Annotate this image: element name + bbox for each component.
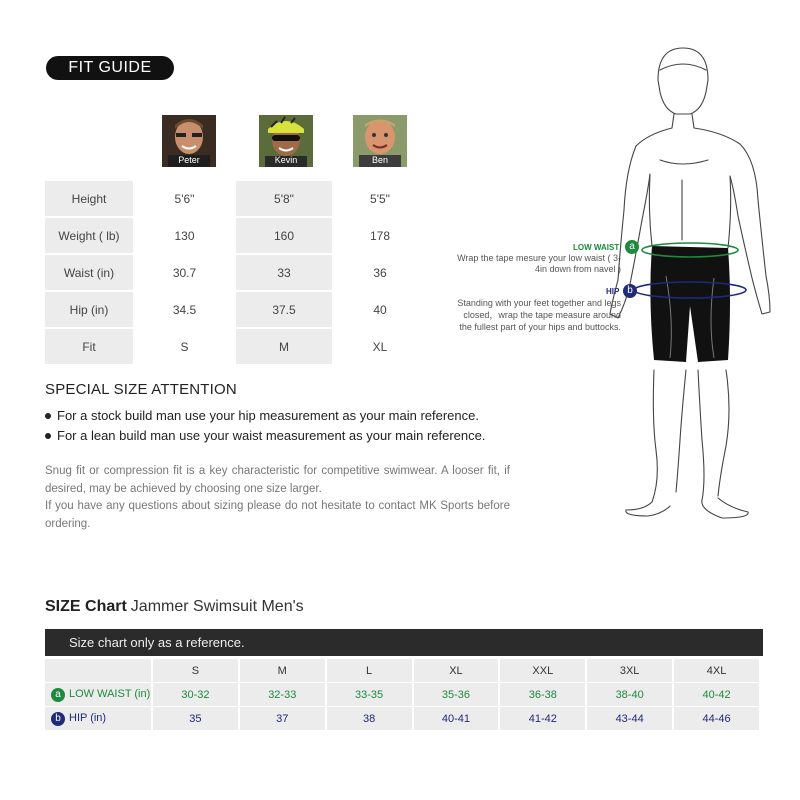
bullet-item (45, 408, 479, 423)
model-name: Ben (371, 155, 388, 165)
cell: 30-32 (153, 683, 238, 706)
special-size-heading: SPECIAL SIZE ATTENTION (45, 381, 237, 398)
low-waist-label: LOW WAIST (573, 243, 620, 252)
cell: 30.7 (133, 255, 236, 292)
table-row (45, 329, 428, 366)
model-name: Kevin (274, 155, 298, 165)
cell: 44-46 (674, 707, 759, 730)
cell: 38 (327, 707, 412, 730)
row-label: Waist (in) (45, 255, 133, 292)
row-label: Hip (in) (45, 292, 133, 329)
cell: 33-35 (327, 683, 412, 706)
table-row (45, 292, 428, 329)
cell: 36-38 (500, 683, 585, 706)
table-row (45, 683, 759, 706)
row-label: Fit (45, 329, 133, 366)
cell: XL (332, 329, 428, 366)
avatar-peter (162, 115, 216, 167)
cell: M (236, 329, 332, 366)
size-chart-title-bold: SIZE Chart (45, 598, 127, 615)
cell: 33 (236, 255, 332, 292)
table-header-row (45, 659, 759, 682)
fit-note-paragraph: Snug fit or compression fit is a key characteristic for competitive swimwear. A looser fit, if desired, may be achieved by choosing one size larger. (45, 465, 510, 495)
size-chart-header: Size chart only as a reference. (45, 629, 763, 656)
cell: 130 (133, 218, 236, 255)
cell: 5'5" (332, 181, 428, 218)
size-header-cell: S (153, 659, 238, 682)
row-label: Weight ( lb) (45, 218, 133, 255)
table-row (45, 255, 428, 292)
header-cell-empty (45, 659, 151, 682)
fit-guide-title: FIT GUIDE (46, 56, 174, 80)
bullet-dot-icon (45, 413, 51, 419)
row-label (45, 707, 151, 730)
size-chart-subtitle: Jammer Swimsuit Men's (130, 598, 304, 615)
size-chart-title (45, 598, 304, 616)
size-header-cell: XL (414, 659, 499, 682)
size-header-cell: 4XL (674, 659, 759, 682)
size-header-cell: L (327, 659, 412, 682)
hip-label: HIP (606, 287, 620, 296)
avatar-ben (353, 115, 407, 167)
size-chart-table (43, 658, 761, 731)
cell: S (133, 329, 236, 366)
cell: 5'8" (236, 181, 332, 218)
table-row (45, 181, 428, 218)
cell: 41-42 (500, 707, 585, 730)
hip-row-badge: b (51, 712, 65, 726)
model-name: Peter (178, 155, 200, 165)
hip-description: Standing with your feet together and legs closed，wrap the tape measure around the fullest part of your hips and buttocks. (457, 298, 621, 332)
body-figure-illustration (590, 40, 790, 530)
fit-guide-table (45, 181, 428, 366)
low-waist-row-badge: a (51, 688, 65, 702)
row-label-text: HIP (in) (69, 711, 107, 724)
cell: 37.5 (236, 292, 332, 329)
cell: 43-44 (587, 707, 672, 730)
table-row (45, 218, 428, 255)
cell: 37 (240, 707, 325, 730)
cell: 40-41 (414, 707, 499, 730)
row-label-text: LOW WAIST (in) (69, 687, 151, 700)
fit-note (45, 463, 510, 533)
size-header-cell: 3XL (587, 659, 672, 682)
avatar-kevin (259, 115, 313, 167)
bullet-text: For a stock build man use your hip measurement as your main reference. (57, 408, 479, 423)
low-waist-badge: a (625, 240, 639, 254)
cell: 5'6" (133, 181, 236, 218)
cell: 36 (332, 255, 428, 292)
cell: 34.5 (133, 292, 236, 329)
cell: 35-36 (414, 683, 499, 706)
cell: 160 (236, 218, 332, 255)
size-header-cell: XXL (500, 659, 585, 682)
cell: 40 (332, 292, 428, 329)
cell: 178 (332, 218, 428, 255)
contact-note-paragraph: If you have any questions about sizing please do not hesitate to contact MK Sports before ordering. (45, 500, 510, 530)
cell: 35 (153, 707, 238, 730)
size-header-cell: M (240, 659, 325, 682)
low-waist-description: Wrap the tape mesure your low waist ( 3-4in down from navel ) (457, 253, 621, 274)
hip-badge: b (623, 284, 637, 298)
bullet-dot-icon (45, 433, 51, 439)
bullet-text: For a lean build man use your waist measurement as your main reference. (57, 428, 486, 443)
cell: 38-40 (587, 683, 672, 706)
bullet-item (45, 428, 485, 443)
cell: 40-42 (674, 683, 759, 706)
table-row (45, 707, 759, 730)
cell: 32-33 (240, 683, 325, 706)
row-label (45, 683, 151, 706)
row-label: Height (45, 181, 133, 218)
